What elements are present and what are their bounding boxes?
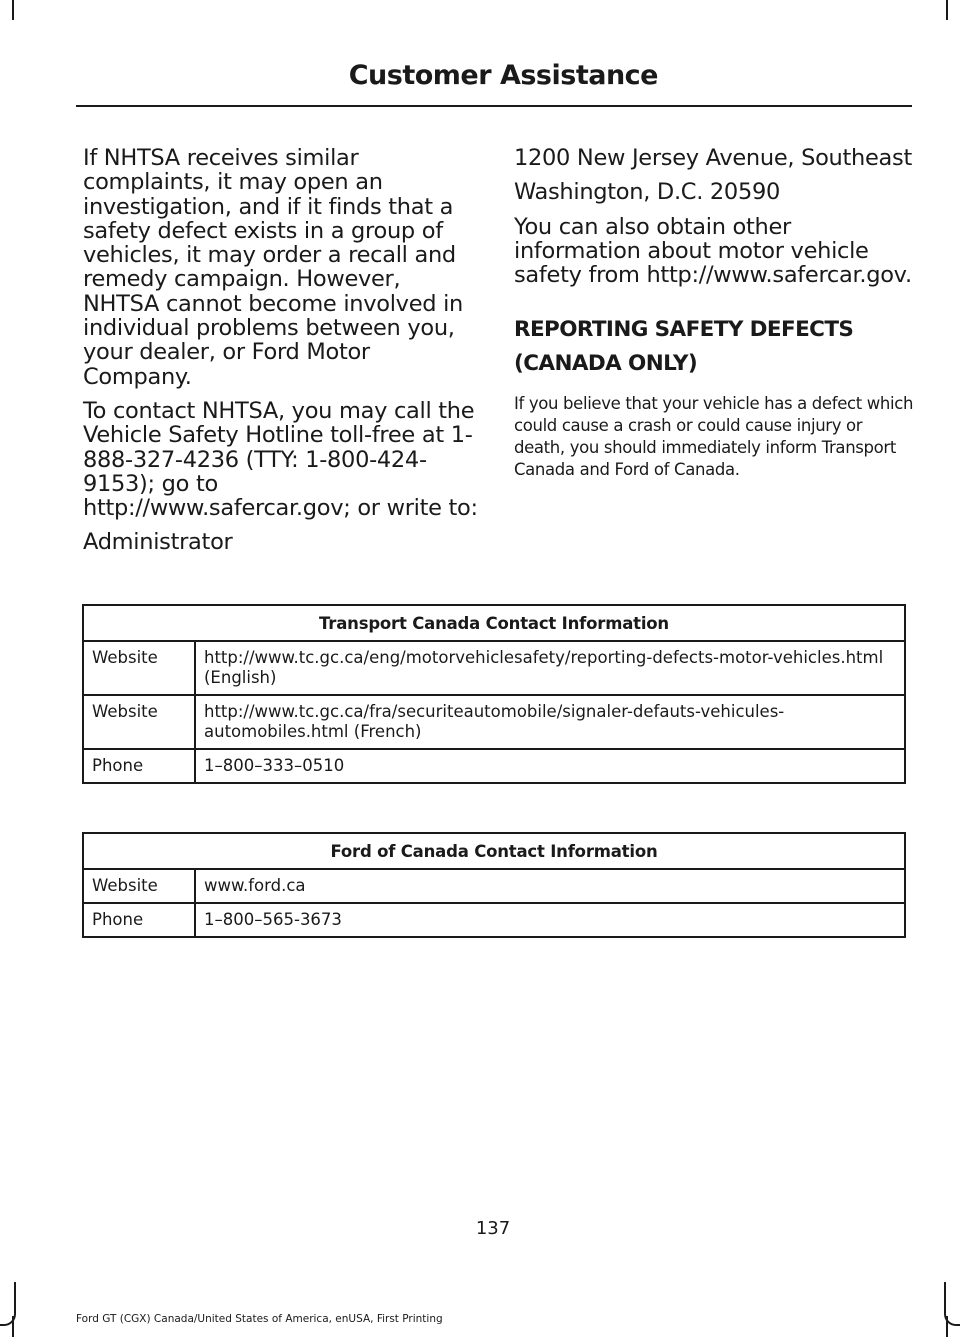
transport-canada-table-title: Transport Canada Contact Information: [83, 605, 905, 641]
section-heading-line1: REPORTING SAFETY DEFECTS: [514, 317, 854, 343]
row-value: http://www.tc.gc.ca/fra/securiteautomobile/signaler-defauts-vehicules-automobiles.html (French): [195, 695, 905, 749]
left-column: [83, 146, 478, 565]
nhtsa-address-line: Administrator: [83, 529, 233, 556]
canada-defect-paragraph: If you believe that your vehicle has a defect which could cause a crash or could cause injury or death, you should immediately inform Transport Canada and Ford of Canada.: [514, 394, 914, 480]
crop-mark-top-left: [12, 0, 14, 20]
crop-mark-top-right: [946, 0, 948, 20]
row-value: 1–800–333–0510: [195, 749, 905, 783]
row-value: 1–800–565-3673: [195, 903, 905, 937]
header-rule: [76, 105, 912, 107]
row-value: www.ford.ca: [195, 869, 905, 903]
crop-bracket-bottom-left: [0, 1282, 16, 1326]
row-label: Phone: [83, 749, 195, 783]
page-title: Customer Assistance: [348, 60, 658, 91]
table-header-row: [83, 605, 905, 641]
section-heading: [514, 313, 914, 381]
footer-edition: Ford GT (CGX) Canada/United States of America, enUSA, First Printing: [76, 1313, 443, 1325]
table-row: [83, 749, 905, 783]
row-label: Website: [83, 869, 195, 903]
transport-canada-table: [82, 604, 906, 784]
ford-canada-table: [82, 832, 906, 938]
row-label: Phone: [83, 903, 195, 937]
table-row: [83, 695, 905, 749]
right-column: [514, 146, 914, 481]
crop-bracket-bottom-right: [944, 1282, 960, 1326]
row-label: Website: [83, 641, 195, 695]
row-label: Website: [83, 695, 195, 749]
section-heading-line2: (CANADA ONLY): [514, 351, 698, 377]
table-row: [83, 641, 905, 695]
page-number: 137: [475, 1218, 511, 1239]
nhtsa-investigation-paragraph: If NHTSA receives similar complaints, it may open an investigation, and if it finds that a safety defect exists in a group of vehicles, it may order a recall and remedy campaign. However, NHTSA cannot become involved in individual problems between you, your dealer, or Ford Motor Company.: [83, 145, 463, 390]
table-header-row: [83, 833, 905, 869]
nhtsa-contact-paragraph: To contact NHTSA, you may call the Vehicle Safety Hotline toll-free at 1-888-327-4236 (TTY: 1-800-424-9153); go to http://www.safercar.gov; or write to:: [83, 397, 478, 522]
table-row: [83, 903, 905, 937]
nhtsa-city-address: Washington, D.C. 20590: [514, 179, 780, 206]
safercar-info-paragraph: You can also obtain other information about motor vehicle safety from http://www.safercar.gov.: [514, 213, 912, 289]
ford-canada-table-title: Ford of Canada Contact Information: [83, 833, 905, 869]
table-row: [83, 869, 905, 903]
row-value: http://www.tc.gc.ca/eng/motorvehiclesafety/reporting-defects-motor-vehicles.html (English): [195, 641, 905, 695]
nhtsa-street-address: 1200 New Jersey Avenue, Southeast: [514, 145, 912, 171]
